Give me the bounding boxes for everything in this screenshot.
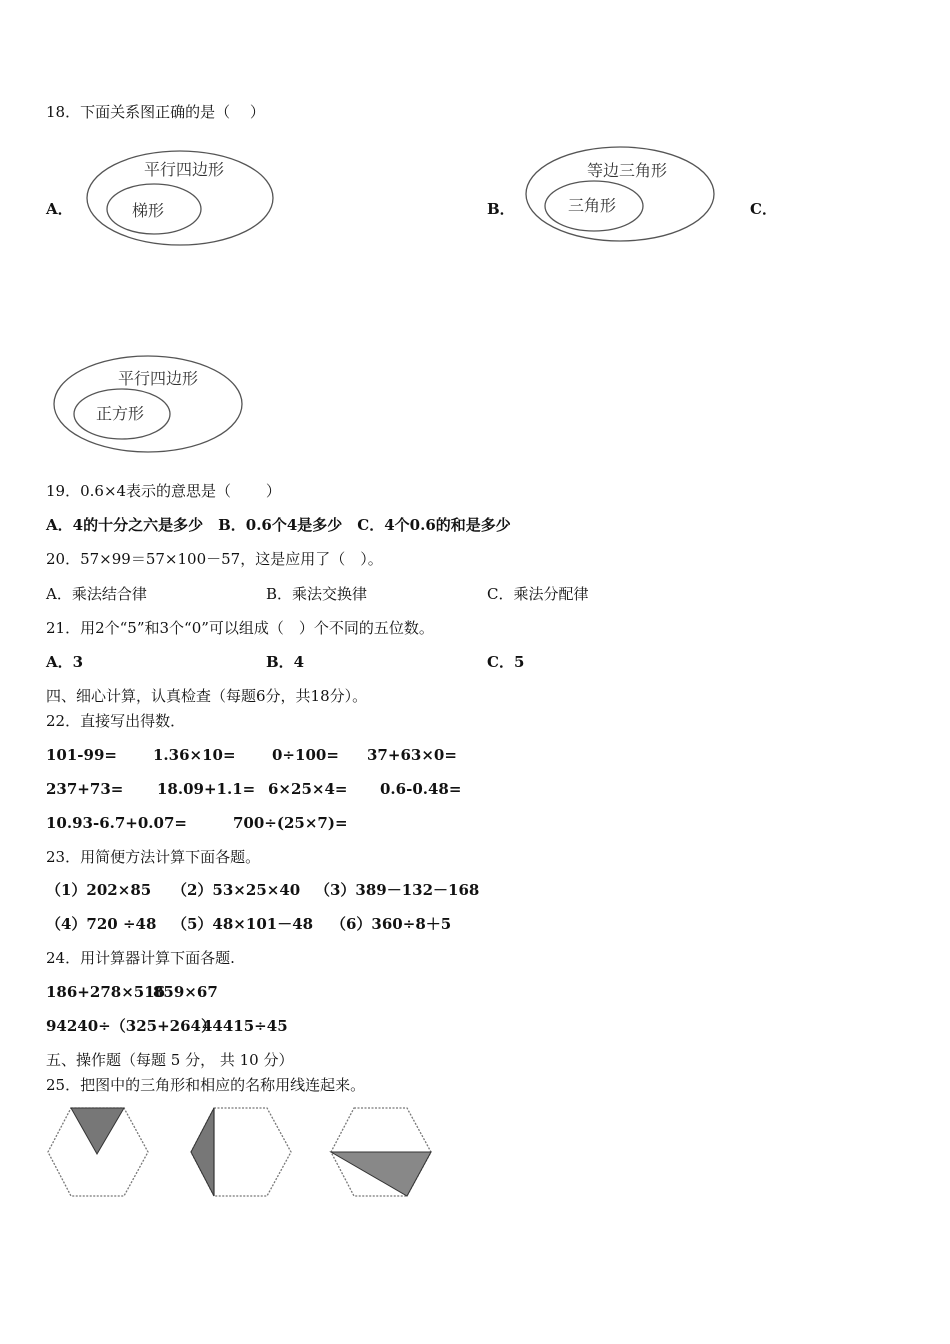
q21-option-c[interactable]: C．5 (487, 653, 525, 671)
q20-option-c[interactable]: C．乘法分配律 (487, 585, 589, 603)
q24-expr: 186+278×516 (46, 983, 166, 1001)
q21-option-b[interactable]: B．4 (266, 653, 305, 671)
q18-venn-c (52, 353, 244, 455)
q23-item: （3）389－132－168 (315, 881, 480, 899)
q24-stem: 24．用计算器计算下面各题. (46, 949, 235, 967)
q22-expr: 0÷100= (272, 746, 339, 764)
q23-item: （6）360÷8＋5 (331, 915, 452, 933)
q22-stem: 22．直接写出得数． (46, 712, 186, 730)
q20-stem: 20．57×99＝57×100－57，这是应用了（ ）。 (46, 550, 383, 568)
q20-option-b[interactable]: B．乘法交换律 (266, 585, 368, 603)
venn-outer-label: 平行四边形 (117, 369, 199, 388)
q19-options[interactable]: A．4的十分之六是多少 B．0.6个4是多少 C．4个0.6的和是多少 (46, 516, 511, 534)
q22-expr: 1.36×10= (153, 746, 236, 764)
q19-stem: 19．0.6×4表示的意思是（ ） (46, 482, 281, 500)
q22-expr: 18.09+1.1= (157, 780, 256, 798)
section5-title: 五、操作题（每题 5 分， 共 10 分） (46, 1051, 294, 1069)
venn-outer-label: 平行四边形 (143, 160, 225, 179)
q24-expr: 859×67 (153, 983, 218, 1001)
q22-expr: 700÷(25×7)= (233, 814, 348, 832)
q21-option-a[interactable]: A．3 (46, 653, 84, 671)
hexagon-figure-1 (46, 1106, 150, 1198)
q18-stem: 18．下面关系图正确的是（ ） (46, 103, 265, 121)
q21-stem: 21．用2个“5”和3个“0”可以组成（ ）个不同的五位数。 (46, 619, 434, 637)
q23-item: （1）202×85 (46, 881, 152, 899)
shaded-triangle (71, 1108, 124, 1154)
q22-expr: 6×25×4= (268, 780, 348, 798)
q18-option-b-label[interactable]: B． (487, 200, 515, 218)
q18-venn-b (524, 145, 716, 245)
q22-expr: 10.93-6.7+0.07= (46, 814, 187, 832)
q24-expr: 44415÷45 (202, 1017, 288, 1035)
hexagon-figure-3 (329, 1106, 433, 1198)
q18-option-c-label[interactable]: C． (750, 200, 777, 218)
venn-inner-label: 正方形 (95, 404, 145, 423)
shaded-triangle (191, 1108, 214, 1196)
q25-stem: 25．把图中的三角形和相应的名称用线连起来。 (46, 1076, 366, 1094)
q22-expr: 101-99= (46, 746, 117, 764)
q23-item: （4）720 ÷48 (46, 915, 157, 933)
q22-expr: 37+63×0= (367, 746, 457, 764)
q23-stem: 23．用简便方法计算下面各题。 (46, 848, 261, 866)
q20-option-a[interactable]: A．乘法结合律 (46, 585, 147, 603)
q23-item: （5）48×101－48 (172, 915, 314, 933)
q18-venn-a (84, 147, 276, 247)
hexagon-figure-2 (189, 1106, 293, 1198)
venn-inner-label: 梯形 (131, 201, 165, 220)
venn-inner-label: 三角形 (567, 196, 617, 215)
q23-item: （2）53×25×40 (172, 881, 301, 899)
q24-expr: 94240÷（325+264） (46, 1017, 216, 1035)
q22-expr: 0.6-0.48= (380, 780, 462, 798)
shaded-triangle (331, 1152, 431, 1196)
q22-expr: 237+73= (46, 780, 124, 798)
q18-option-a-label[interactable]: A． (46, 200, 73, 218)
venn-outer-label: 等边三角形 (586, 161, 668, 180)
section4-title: 四、细心计算，认真检查（每题6分，共18分）。 (46, 687, 368, 705)
